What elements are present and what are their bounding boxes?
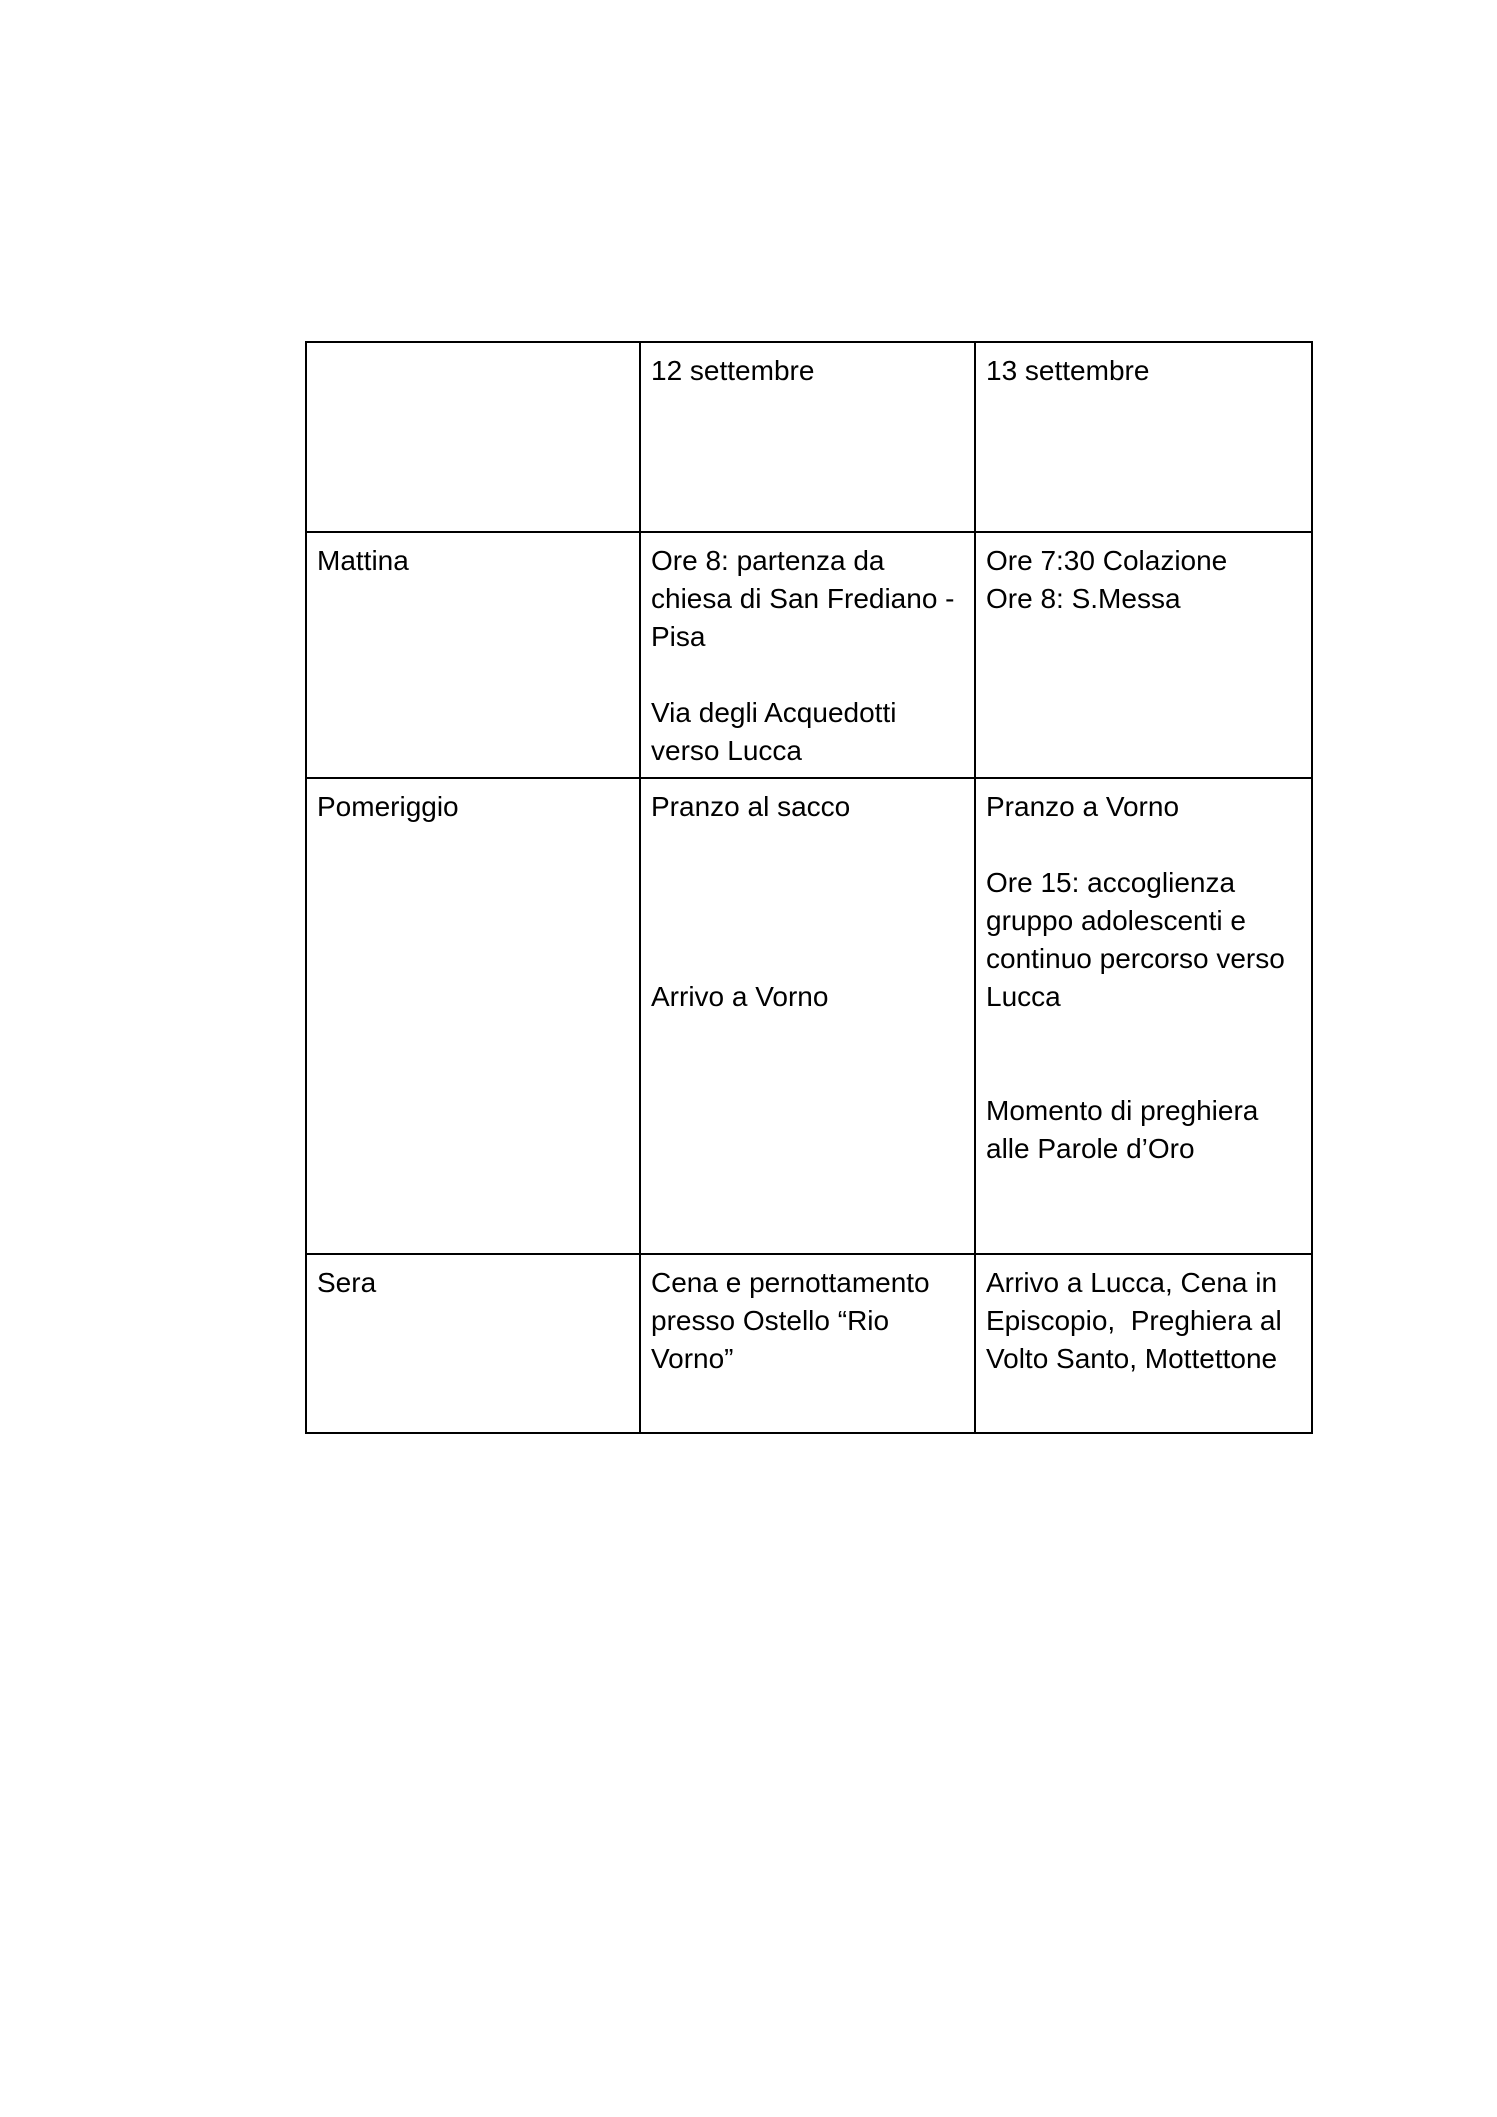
mattina-day1-entry-departure: Ore 8: partenza da chiesa di San Frediano - Pisa [651, 545, 963, 652]
pomeriggio-day1-entry-arrival: Arrivo a Vorno [651, 981, 829, 1012]
table-row-pomeriggio [306, 778, 1312, 1254]
header-day2-cell [975, 342, 1312, 532]
row-label: Mattina [317, 545, 409, 576]
row-label-cell [306, 778, 640, 1254]
schedule-table [305, 341, 1313, 1434]
row-label-cell [306, 1254, 640, 1433]
pomeriggio-day2-entry-prayer: Momento di preghiera alle Parole d’Oro [986, 1095, 1267, 1164]
sera-day2-cell [975, 1254, 1312, 1433]
pomeriggio-day1-entry-lunch: Pranzo al sacco [651, 791, 851, 822]
mattina-day2-entry-breakfast: Ore 7:30 Colazione [986, 545, 1228, 576]
header-day2-date: 13 settembre [986, 355, 1150, 386]
pomeriggio-day2-entry-lunch: Pranzo a Vorno [986, 791, 1180, 822]
mattina-day2-entry-mass: Ore 8: S.Messa [986, 583, 1181, 614]
sera-day2-entry-arrival: Arrivo a Lucca, Cena in Episcopio, Preghiera al Volto Santo, Mottettone [986, 1267, 1290, 1374]
sera-day1-entry-dinner: Cena e pernottamento presso Ostello “Rio Vorno” [651, 1267, 938, 1374]
pomeriggio-day2-entry-welcome: Ore 15: accoglienza gruppo adolescenti e continuo percorso verso Lucca [986, 867, 1293, 1012]
table-row-mattina [306, 532, 1312, 778]
pomeriggio-day1-cell [640, 778, 975, 1254]
mattina-day1-entry-route: Via degli Acquedotti verso Lucca [651, 697, 905, 766]
mattina-day1-cell [640, 532, 975, 778]
header-day1-date: 12 settembre [651, 355, 815, 386]
mattina-day2-cell [975, 532, 1312, 778]
sera-day1-cell [640, 1254, 975, 1433]
row-label-cell [306, 532, 640, 778]
header-day1-cell [640, 342, 975, 532]
table-header-row [306, 342, 1312, 532]
table-row-sera [306, 1254, 1312, 1433]
header-empty-cell [306, 342, 640, 532]
row-label: Sera [317, 1267, 377, 1298]
row-label: Pomeriggio [317, 791, 459, 822]
pomeriggio-day2-cell [975, 778, 1312, 1254]
